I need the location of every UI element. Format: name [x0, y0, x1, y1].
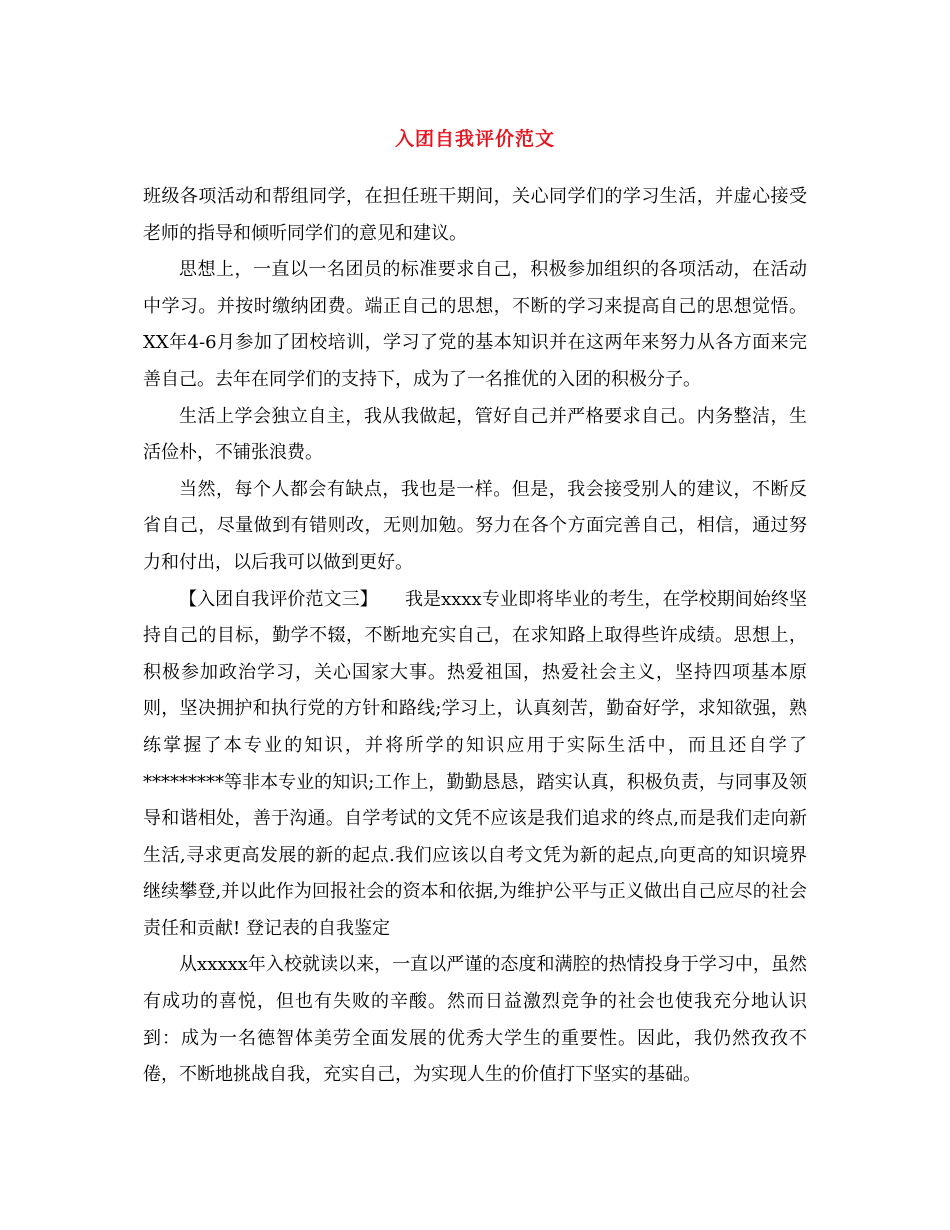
document-title: 入团自我评价范文	[394, 128, 555, 150]
paragraph-shortcomings: 当然，每个人都会有缺点，我也是一样。但是，我会接受别人的建议，不断反省自己，尽量做到有错则改，无则加勉。努力在各个方面完善自己，相信，通过努力和付出，以后我可以做到更好。	[143, 478, 807, 573]
paragraph-sample-three: 【入团自我评价范文三】 我是xxxx专业即将毕业的考生，在学校期间始终坚持自己的目标，勤学不辍，不断地充实自己，在求知路上取得些许成绩。思想上，积极参加政治学习，关心国家大事。热爱祖国，热爱社会主义，坚持四项基本原则，坚决拥护和执行党的方针和路线;学习上，认真刻苦，勤奋好学，求知欲强，熟练掌握了本专业的知识，并将所学的知识应用于实际生活中，而且还自学了*********等非本专业的知识;工作上，勤勤恳恳，踏实认真，积极负责，与同事及领导和谐相处，善于沟通。自学考试的文凭不应该是我们追求的终点,而是我们走向新生活,寻求更高发展的新的起点.我们应该以自考文凭为新的起点,向更高的知识境界继续攀登,并以此作为回报社会的资本和依据,为维护公平与正义做出自己应尽的社会责任和贡献! 登记表的自我鉴定	[143, 588, 807, 939]
paragraph-self-appraisal: 从xxxxx年入校就读以来，一直以严谨的态度和满腔的热情投身于学习中，虽然有成功的喜悦，但也有失败的辛酸。然而日益激烈竞争的社会也使我充分地认识到：成为一名德智体美劳全面发展的优秀大学生的重要性。因此，我仍然孜孜不倦，不断地挑战自我，充实自己，为实现人生的价值打下坚实的基础。	[143, 954, 807, 1086]
document-body	[143, 179, 807, 1094]
paragraph-life: 生活上学会独立自主，我从我做起，管好自己并严格要求自己。内务整洁，生活俭朴，不铺张浪费。	[143, 405, 807, 464]
paragraph-continuation: 班级各项活动和帮组同学，在担任班干期间，关心同学们的学习生活，并虚心接受老师的指导和倾听同学们的意见和建议。	[143, 186, 807, 244]
paragraph-thought: 思想上，一直以一名团员的标准要求自己，积极参加组织的各项活动，在活动中学习。并按时缴纳团费。端正自己的思想，不断的学习来提高自己的思想觉悟。XX年4-6月参加了团校培训，学习了党的基本知识并在这两年来努力从各方面来完善自己。去年在同学们的支持下，成为了一名推优的入团的积极分子。	[143, 259, 807, 390]
